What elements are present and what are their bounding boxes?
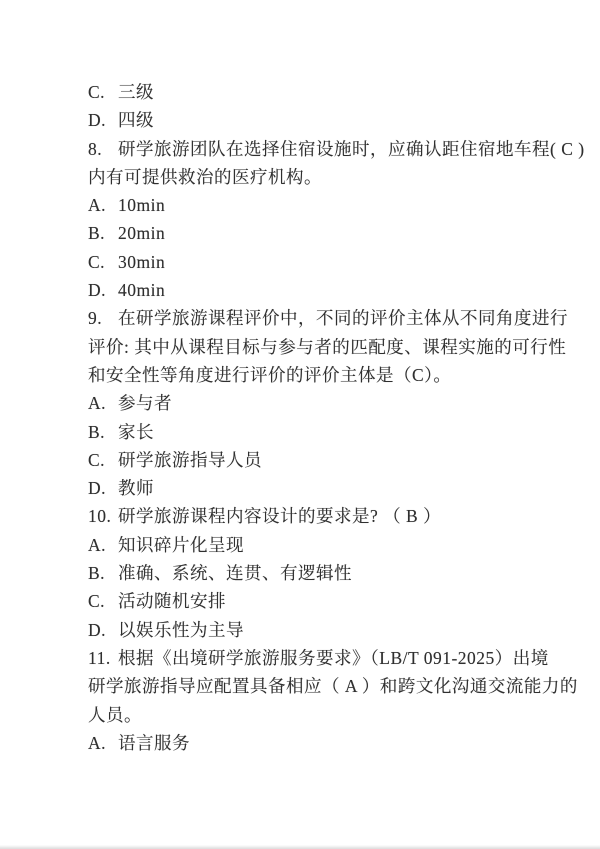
option-line bbox=[88, 276, 563, 304]
line-text: 四级 bbox=[118, 110, 154, 131]
line-text: 参与者 bbox=[118, 393, 172, 414]
line-text: 三级 bbox=[118, 82, 154, 102]
question-list bbox=[88, 78, 585, 757]
line-text: 家长 bbox=[118, 421, 154, 442]
line-text: 20min bbox=[118, 223, 166, 244]
question-line bbox=[88, 304, 568, 332]
line-text: 语言服务 bbox=[118, 732, 190, 753]
option-letter: A. bbox=[88, 195, 107, 216]
option-letter: B. bbox=[88, 421, 106, 442]
question-wrap-line bbox=[88, 163, 563, 191]
line-text: 研学旅游指导人员 bbox=[118, 449, 262, 470]
option-letter: C. bbox=[88, 82, 106, 102]
line-text: 知识碎片化呈现 bbox=[118, 534, 244, 555]
line-text: 根据《出境研学旅游服务要求》（LB/T 091-2025）出境 bbox=[118, 647, 549, 668]
option-letter: B. bbox=[88, 563, 106, 584]
option-line bbox=[88, 587, 563, 615]
line-text: 30min bbox=[118, 251, 166, 272]
option-line bbox=[88, 616, 563, 644]
line-text: 在研学旅游课程评价中，不同的评价主体从不同角度进行 bbox=[118, 308, 568, 329]
question-wrap-line bbox=[88, 333, 567, 361]
line-text: 40min bbox=[118, 280, 166, 301]
option-line bbox=[88, 474, 563, 502]
option-letter: D. bbox=[88, 619, 107, 640]
option-letter: A. bbox=[88, 732, 107, 753]
question-line bbox=[88, 135, 585, 163]
question-wrap-line bbox=[88, 672, 578, 700]
option-letter: B. bbox=[88, 223, 106, 244]
option-letter: C. bbox=[88, 251, 106, 272]
option-line bbox=[88, 219, 563, 247]
option-line bbox=[88, 729, 563, 757]
option-letter: D. bbox=[88, 110, 107, 131]
line-text: 10min bbox=[118, 195, 166, 216]
line-text: 活动随机安排 bbox=[118, 591, 226, 612]
question-number: 11. bbox=[88, 647, 111, 668]
option-letter: A. bbox=[88, 393, 107, 414]
option-line bbox=[88, 531, 563, 559]
option-letter: C. bbox=[88, 591, 106, 612]
question-number: 10. bbox=[88, 506, 112, 527]
option-line bbox=[88, 248, 563, 276]
line-text: 教师 bbox=[118, 478, 154, 499]
line-text: 以娱乐性为主导 bbox=[118, 619, 244, 640]
question-line bbox=[88, 502, 563, 530]
option-letter: A. bbox=[88, 534, 107, 555]
question-line bbox=[88, 644, 563, 672]
line-text: 和安全性等角度进行评价的评价主体是（C）。 bbox=[88, 364, 452, 385]
line-text: 人员。 bbox=[88, 704, 142, 725]
page-bottom-scan-edge bbox=[0, 845, 600, 849]
option-letter: D. bbox=[88, 478, 107, 499]
option-line bbox=[88, 191, 563, 219]
question-number: 8. bbox=[88, 138, 103, 159]
question-wrap-line bbox=[88, 701, 563, 729]
line-text: 评价: 其中从课程目标与参与者的匹配度、课程实施的可行性 bbox=[88, 336, 567, 357]
question-number: 9. bbox=[88, 308, 103, 329]
option-letter: C. bbox=[88, 449, 106, 470]
line-text: 研学旅游团队在选择住宿设施时，应确认距住宿地车程( C ) bbox=[118, 138, 585, 159]
line-text: 研学旅游指导应配置具备相应（ A ）和跨文化沟通交流能力的 bbox=[88, 676, 578, 697]
line-text: 内有可提供救治的医疗机构。 bbox=[88, 166, 322, 187]
question-wrap-line bbox=[88, 361, 563, 389]
option-line bbox=[88, 559, 563, 587]
line-text: 研学旅游课程内容设计的要求是? （ B ） bbox=[118, 506, 442, 527]
option-line bbox=[88, 106, 563, 134]
option-line bbox=[88, 389, 563, 417]
option-line bbox=[88, 78, 563, 106]
option-line bbox=[88, 446, 563, 474]
option-line bbox=[88, 418, 563, 446]
line-text: 准确、系统、连贯、有逻辑性 bbox=[118, 563, 352, 584]
option-letter: D. bbox=[88, 280, 107, 301]
